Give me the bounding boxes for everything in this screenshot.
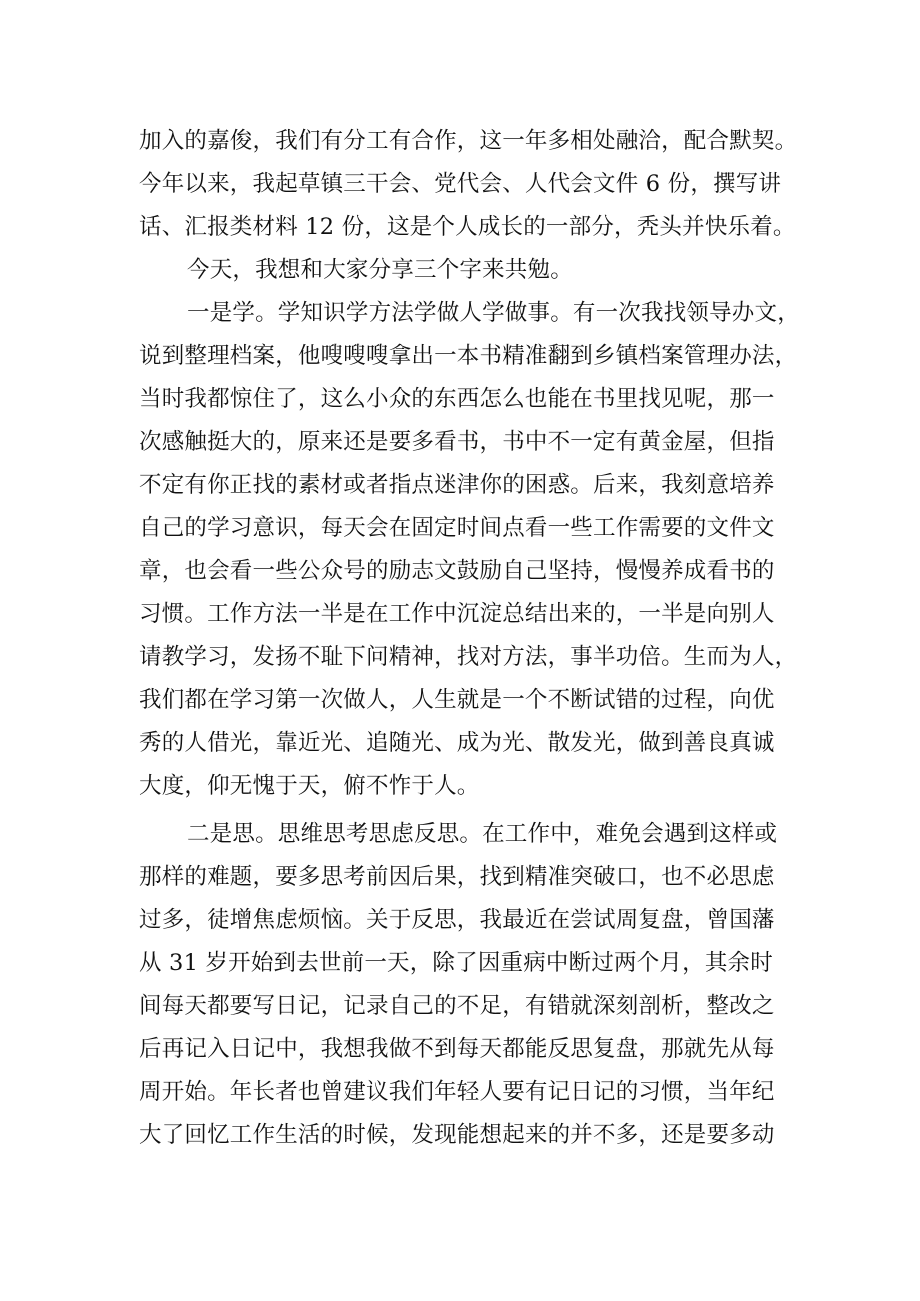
paragraph-line: 秀的人借光，靠近光、追随光、成为光、散发光，做到善良真诚	[139, 730, 775, 756]
paragraph-line: 二是思。思维思考思虑反思。在工作中，难免会遇到这样或	[187, 821, 778, 847]
paragraph-line: 一是学。学知识学方法学做人学做事。有一次我找领导办文，	[187, 300, 800, 326]
paragraph-line: 章，也会看一些公众号的励志文鼓励自己坚持，慢慢养成看书的	[139, 558, 775, 584]
paragraph-line: 过多，徒增焦虑烦恼。关于反思，我最近在尝试周复盘，曾国藩	[139, 907, 775, 933]
paragraph-line: 今天，我想和大家分享三个字来共勉。	[187, 257, 573, 283]
paragraph-line: 今年以来，我起草镇三干会、党代会、人代会文件 6 份，撰写讲	[139, 171, 782, 197]
paragraph-line: 不定有你正找的素材或者指点迷津你的困惑。后来，我刻意培养	[139, 472, 775, 498]
paragraph-line: 习惯。工作方法一半是在工作中沉淀总结出来的，一半是向别人	[139, 601, 775, 627]
paragraph-line: 那样的难题，要多思考前因后果，找到精准突破口，也不必思虑	[139, 864, 775, 890]
paragraph-line: 周开始。年长者也曾建议我们年轻人要有记日记的习惯，当年纪	[139, 1079, 775, 1105]
paragraph-line: 请教学习，发扬不耻下问精神，找对方法，事半功倍。生而为人，	[139, 644, 798, 670]
paragraph-line: 说到整理档案，他嗖嗖嗖拿出一本书精准翻到乡镇档案管理办法，	[139, 343, 798, 369]
paragraph-line: 自己的学习意识，每天会在固定时间点看一些工作需要的文件文	[139, 515, 775, 541]
paragraph-line: 从 31 岁开始到去世前一天，除了因重病中断过两个月，其余时	[139, 950, 773, 976]
paragraph-line: 间每天都要写日记，记录自己的不足，有错就深刻剖析，整改之	[139, 993, 775, 1019]
paragraph-line: 我们都在学习第一次做人，人生就是一个不断试错的过程，向优	[139, 687, 775, 713]
paragraph-line: 大度，仰无愧于天，俯不怍于人。	[139, 773, 480, 799]
paragraph-line: 话、汇报类材料 12 份，这是个人成长的一部分，秃头并快乐着。	[139, 214, 796, 240]
paragraph-line: 次感触挺大的，原来还是要多看书，书中不一定有黄金屋，但指	[139, 429, 775, 455]
paragraph-line: 加入的嘉俊，我们有分工有合作，这一年多相处融洽，配合默契。	[139, 128, 798, 154]
paragraph-line: 当时我都惊住了，这么小众的东西怎么也能在书里找见呢，那一	[139, 386, 775, 412]
paragraph-line: 后再记入日记中，我想我做不到每天都能反思复盘，那就先从每	[139, 1036, 775, 1062]
paragraph-line: 大了回忆工作生活的时候，发现能想起来的并不多，还是要多动	[139, 1122, 775, 1148]
